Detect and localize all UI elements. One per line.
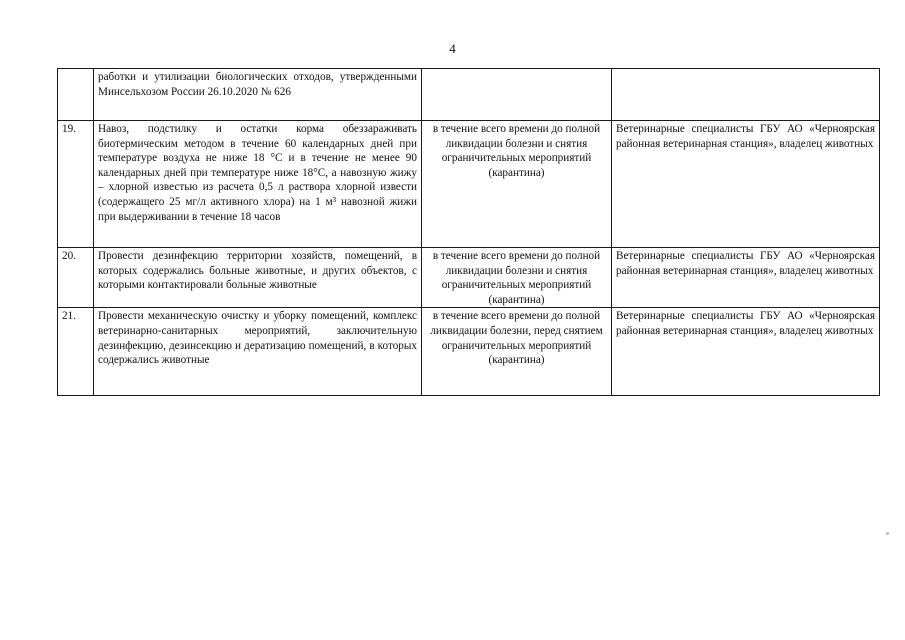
- row-number: 20.: [58, 248, 94, 308]
- scan-speck: [886, 532, 889, 535]
- table-row-20: [58, 248, 880, 308]
- responsible-cell: [612, 69, 880, 121]
- measures-table: [57, 68, 880, 396]
- table-row-21: [58, 308, 880, 396]
- action-cell: Провести дезинфекцию территории хозяйств, помещений, в которых содержались больные животные, и других объектов, с которыми контактировали больные животные: [94, 248, 422, 308]
- responsible-cell: Ветеринарные специалисты ГБУ АО «Черноярская районная ветеринарная станция», владелец животных: [612, 308, 880, 396]
- row-number: 21.: [58, 308, 94, 396]
- term-cell: в течение всего времени до полной ликвидации болезни и снятия ограничительных мероприятий (карантина): [422, 248, 612, 308]
- action-cell: работки и утилизации биологических отходов, утвержденными Минсельхозом России 26.10.2020 № 626: [94, 69, 422, 121]
- row-number: 19.: [58, 121, 94, 248]
- table-row-19: [58, 121, 880, 248]
- row-number: [58, 69, 94, 121]
- term-cell: [422, 69, 612, 121]
- term-cell: в течение всего времени до полной ликвидации болезни, перед снятием ограничительных мероприятий (карантина): [422, 308, 612, 396]
- responsible-cell: Ветеринарные специалисты ГБУ АО «Черноярская районная ветеринарная станция», владелец животных: [612, 248, 880, 308]
- page-number: 4: [449, 41, 456, 56]
- action-cell: Навоз, подстилку и остатки корма обеззараживать биотермическим методом в течение 60 календарных дней при температуре воздуха не ниже 18 °С и в течение не менее 90 календарных дней при температуре ниже 18°С, а навозную жижу – хлорной известью из расчета 0,5 л раствора хлорной извести (содержащего 25 мг/л активного хлора) на 1 м³ навозной жижи при выдерживании в течение 18 часов: [94, 121, 422, 248]
- table-row-continuation: [58, 69, 880, 121]
- responsible-cell: Ветеринарные специалисты ГБУ АО «Черноярская районная ветеринарная станция», владелец животных: [612, 121, 880, 248]
- term-cell: в течение всего времени до полной ликвидации болезни и снятия ограничительных мероприятий (карантина): [422, 121, 612, 248]
- action-cell: Провести механическую очистку и уборку помещений, комплекс ветеринарно-санитарных мероприятий, заключительную дезинфекцию, дезинсекцию и дератизацию помещений, в которых содержались животные: [94, 308, 422, 396]
